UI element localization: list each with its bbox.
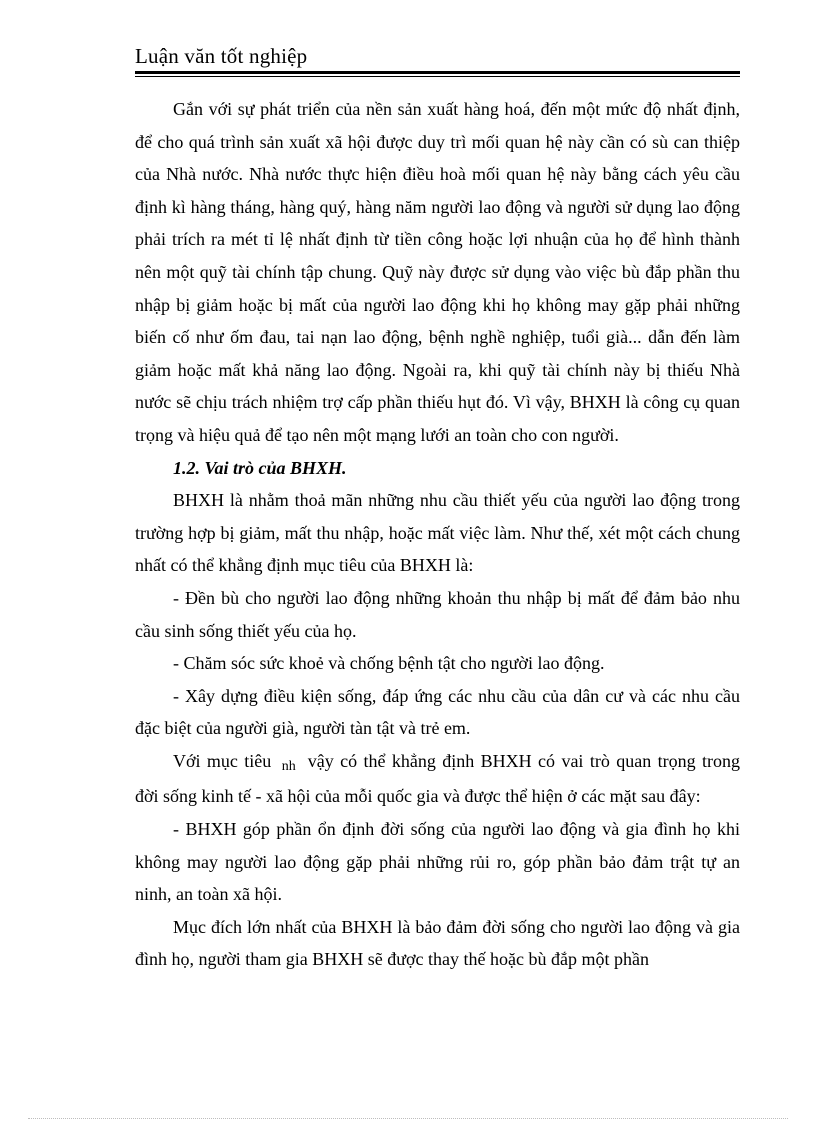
paragraph-7: - BHXH góp phần ổn định đời sống của người lao động và gia đình họ khi không may người lao động gặp phải những rủi ro, góp phần bảo đảm trật tự an ninh, an toàn xã hội. <box>135 819 740 905</box>
page-bottom-dotted-line <box>28 1118 788 1119</box>
paragraph-6 <box>135 745 740 813</box>
paragraph-1: Gắn với sự phát triển của nền sản xuất hàng hoá, đến một mức độ nhất định, để cho quá trình sản xuất xã hội được duy trì mối quan hệ này cần có sù can thiệp của Nhà nước. Nhà nước thực hiện điều hoà mối quan hệ này bằng cách yêu cầu định kì hàng tháng, hàng quý, hàng năm người lao động và người sử dụng lao động phải trích ra mét tỉ lệ nhất định từ tiền công hoặc lợi nhuận của họ để hình thành nên một quỹ tài chính tập chung. Quỹ này được sử dụng vào việc bù đắp phần thu nhập bị giảm hoặc bị mất của người lao động khi họ không may gặp phải những biến cố như ốm đau, tai nạn lao động, bệnh nghề nghiệp, tuổi già... dẫn đến làm giảm hoặc mất khả năng lao động. Ngoài ra, khi quỹ tài chính này bị thiếu Nhà nước sẽ chịu trách nhiệm trợ cấp phần thiếu hụt đó. Vì vậy, BHXH là công cụ quan trọng và hiệu quả để tạo nên một mạng lưới an toàn cho con người. <box>135 99 740 445</box>
paragraph-6-start: Với mục tiêu <box>173 750 272 771</box>
header-title: Luận văn tốt nghiệp <box>135 44 308 68</box>
paragraph-6-small-text: nh <box>281 758 296 774</box>
header-rule-thick <box>135 71 740 74</box>
paragraph-4: - Chăm sóc sức khoẻ và chống bệnh tật cho người lao động. <box>173 653 605 674</box>
paragraph-6-end: vậy có thể khẳng định BHXH có vai trò quan trọng trong đời sống kinh tế - xã hội của mỗi quốc gia và được thể hiện ở các mặt sau đây: <box>135 750 741 807</box>
header-rule-thin <box>135 76 740 77</box>
document-body <box>135 93 740 976</box>
paragraph-8: Mục đích lớn nhất của BHXH là bảo đảm đời sống cho người lao động và gia đình họ, người tham gia BHXH sẽ được thay thế hoặc bù đắp một phần <box>135 916 740 970</box>
section-heading: 1.2. Vai trò của BHXH. <box>173 457 347 478</box>
paragraph-2: BHXH là nhằm thoả mãn những nhu cầu thiết yếu của người lao động trong trường hợp bị giảm, mất thu nhập, hoặc mất việc làm. Như thế, xét một cách chung nhất có thể khẳng định mục tiêu của BHXH là: <box>135 490 740 576</box>
paragraph-3: - Đền bù cho người lao động những khoản thu nhập bị mất để đảm bảo nhu cầu sinh sống thiết yếu của họ. <box>135 587 740 641</box>
paragraph-5: - Xây dựng điều kiện sống, đáp ứng các nhu cầu của dân cư và các nhu cầu đặc biệt của người già, người tàn tật và trẻ em. <box>135 685 740 739</box>
